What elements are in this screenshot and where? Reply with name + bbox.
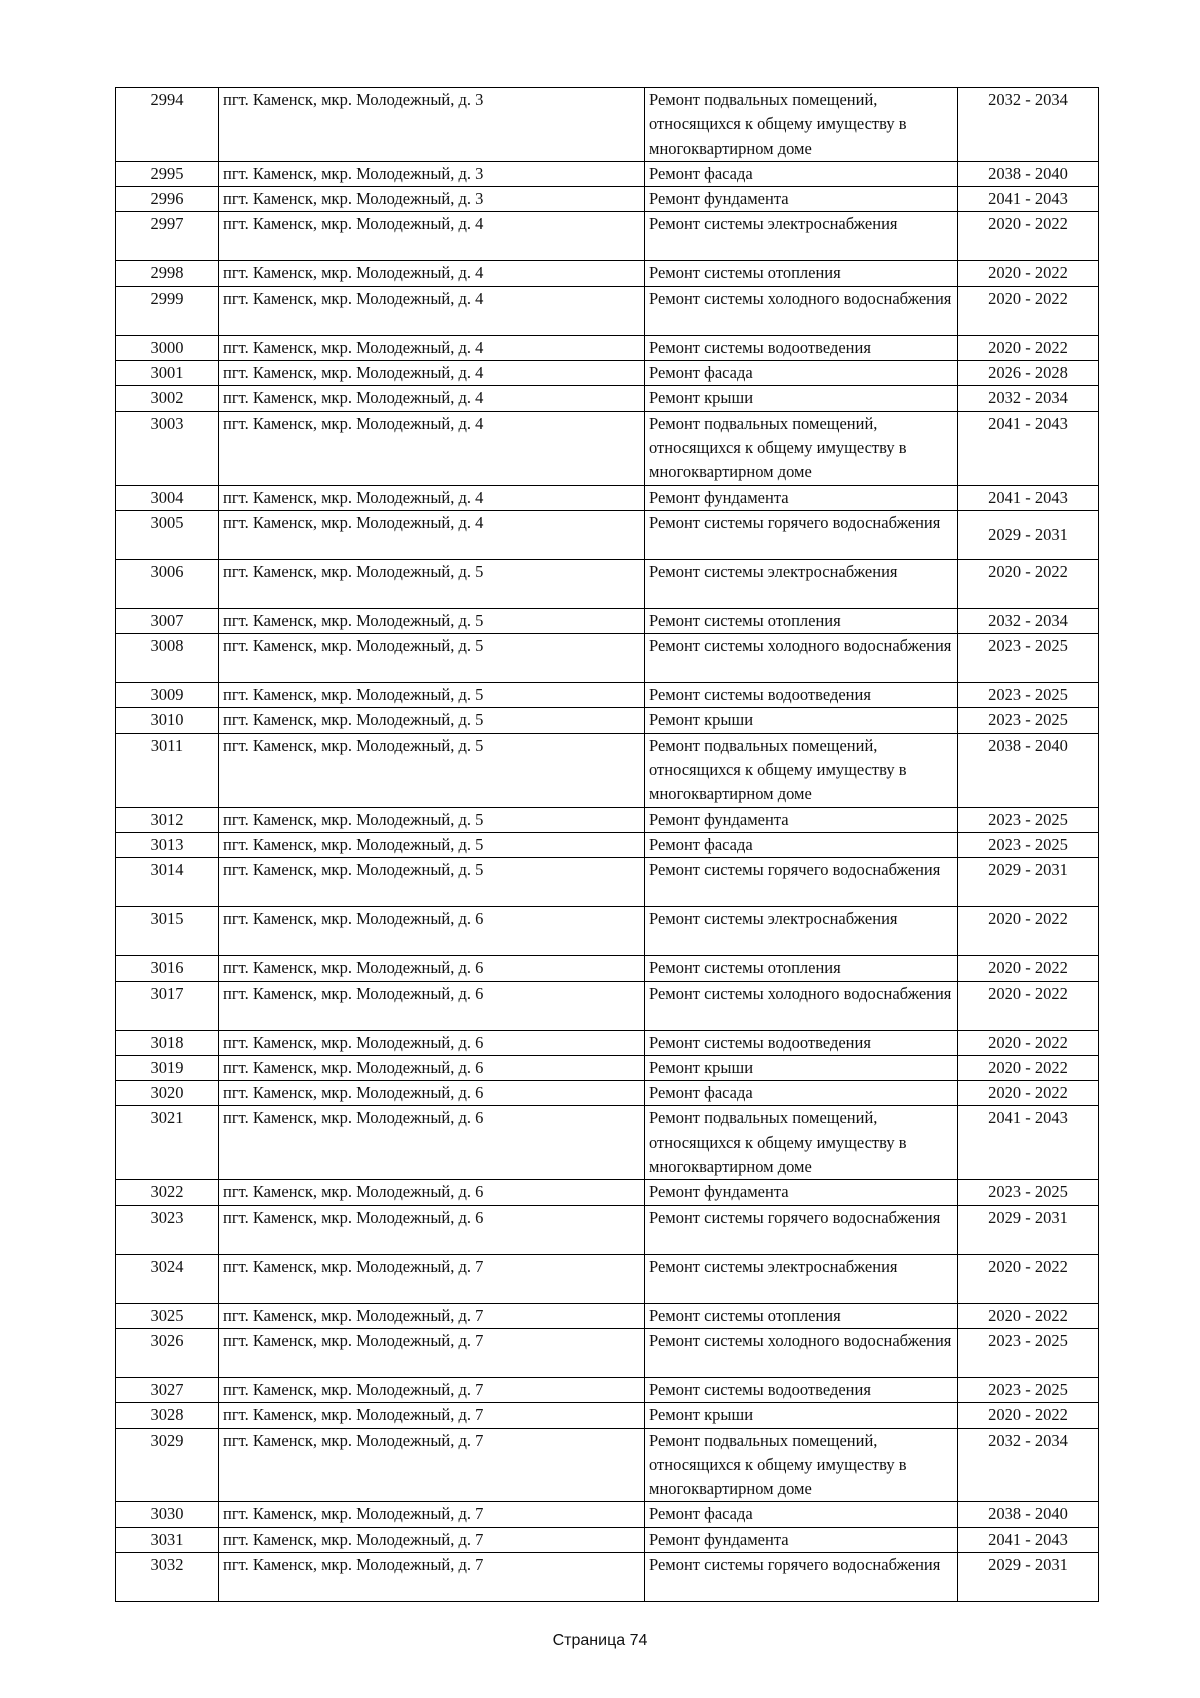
period-cell: 2026 - 2028 xyxy=(958,361,1099,386)
period-cell: 2020 - 2022 xyxy=(958,1254,1099,1303)
row-number-cell: 3032 xyxy=(116,1552,219,1601)
address-cell: пгт. Каменск, мкр. Молодежный, д. 5 xyxy=(219,733,645,807)
table-row xyxy=(116,1180,1099,1205)
work-type-cell: Ремонт системы отопления xyxy=(645,608,958,633)
table-row xyxy=(116,1081,1099,1106)
work-type-cell: Ремонт системы водоотведения xyxy=(645,335,958,360)
address-cell: пгт. Каменск, мкр. Молодежный, д. 4 xyxy=(219,212,645,261)
row-number-cell: 3030 xyxy=(116,1502,219,1527)
row-number-cell: 3024 xyxy=(116,1254,219,1303)
period-cell: 2023 - 2025 xyxy=(958,708,1099,733)
address-cell: пгт. Каменск, мкр. Молодежный, д. 6 xyxy=(219,981,645,1030)
row-number-cell: 2996 xyxy=(116,187,219,212)
table-row xyxy=(116,708,1099,733)
work-type-cell: Ремонт системы горячего водоснабжения xyxy=(645,1552,958,1601)
table-row xyxy=(116,335,1099,360)
period-cell: 2020 - 2022 xyxy=(958,286,1099,335)
table-row xyxy=(116,1205,1099,1254)
table-row xyxy=(116,386,1099,411)
period-cell: 2041 - 2043 xyxy=(958,411,1099,485)
period-cell: 2041 - 2043 xyxy=(958,1106,1099,1180)
period-cell: 2041 - 2043 xyxy=(958,187,1099,212)
address-cell: пгт. Каменск, мкр. Молодежный, д. 7 xyxy=(219,1502,645,1527)
work-type-cell: Ремонт системы холодного водоснабжения xyxy=(645,634,958,683)
address-cell: пгт. Каменск, мкр. Молодежный, д. 3 xyxy=(219,88,645,162)
row-number-cell: 3005 xyxy=(116,510,219,559)
row-number-cell: 2998 xyxy=(116,261,219,286)
work-type-cell: Ремонт системы водоотведения xyxy=(645,1030,958,1055)
address-cell: пгт. Каменск, мкр. Молодежный, д. 4 xyxy=(219,510,645,559)
table-row xyxy=(116,559,1099,608)
address-cell: пгт. Каменск, мкр. Молодежный, д. 6 xyxy=(219,1106,645,1180)
period-cell: 2029 - 2031 xyxy=(958,858,1099,907)
period-cell: 2032 - 2034 xyxy=(958,386,1099,411)
row-number-cell: 3013 xyxy=(116,832,219,857)
work-type-cell: Ремонт системы отопления xyxy=(645,1303,958,1328)
row-number-cell: 3029 xyxy=(116,1428,219,1502)
table-row xyxy=(116,161,1099,186)
address-cell: пгт. Каменск, мкр. Молодежный, д. 7 xyxy=(219,1527,645,1552)
row-number-cell: 3002 xyxy=(116,386,219,411)
period-cell: 2023 - 2025 xyxy=(958,683,1099,708)
work-type-cell: Ремонт системы отопления xyxy=(645,261,958,286)
period-cell: 2023 - 2025 xyxy=(958,634,1099,683)
table-row xyxy=(116,510,1099,559)
address-cell: пгт. Каменск, мкр. Молодежный, д. 5 xyxy=(219,807,645,832)
row-number-cell: 3025 xyxy=(116,1303,219,1328)
table-row xyxy=(116,1055,1099,1080)
row-number-cell: 3027 xyxy=(116,1377,219,1402)
work-type-cell: Ремонт подвальных помещений, относящихся к общему имуществу в многоквартирном доме xyxy=(645,1106,958,1180)
address-cell: пгт. Каменск, мкр. Молодежный, д. 6 xyxy=(219,1081,645,1106)
row-number-cell: 2994 xyxy=(116,88,219,162)
row-number-cell: 3023 xyxy=(116,1205,219,1254)
row-number-cell: 3026 xyxy=(116,1328,219,1377)
address-cell: пгт. Каменск, мкр. Молодежный, д. 3 xyxy=(219,161,645,186)
address-cell: пгт. Каменск, мкр. Молодежный, д. 4 xyxy=(219,386,645,411)
period-cell: 2023 - 2025 xyxy=(958,832,1099,857)
row-number-cell: 3004 xyxy=(116,485,219,510)
period-cell: 2023 - 2025 xyxy=(958,1180,1099,1205)
address-cell: пгт. Каменск, мкр. Молодежный, д. 4 xyxy=(219,361,645,386)
work-type-cell: Ремонт подвальных помещений, относящихся к общему имуществу в многоквартирном доме xyxy=(645,88,958,162)
work-type-cell: Ремонт фасада xyxy=(645,361,958,386)
work-type-cell: Ремонт крыши xyxy=(645,708,958,733)
table-row xyxy=(116,1403,1099,1428)
work-type-cell: Ремонт системы электроснабжения xyxy=(645,559,958,608)
period-cell: 2020 - 2022 xyxy=(958,1403,1099,1428)
table-row xyxy=(116,1303,1099,1328)
row-number-cell: 2999 xyxy=(116,286,219,335)
address-cell: пгт. Каменск, мкр. Молодежный, д. 5 xyxy=(219,608,645,633)
row-number-cell: 3012 xyxy=(116,807,219,832)
table-row xyxy=(116,88,1099,162)
period-cell: 2020 - 2022 xyxy=(958,907,1099,956)
period-cell: 2020 - 2022 xyxy=(958,981,1099,1030)
period-cell: 2023 - 2025 xyxy=(958,807,1099,832)
period-cell: 2029 - 2031 xyxy=(958,1552,1099,1601)
table-row xyxy=(116,608,1099,633)
work-type-cell: Ремонт системы водоотведения xyxy=(645,1377,958,1402)
table-row xyxy=(116,981,1099,1030)
work-type-cell: Ремонт фундамента xyxy=(645,807,958,832)
table-body xyxy=(116,88,1099,1602)
address-cell: пгт. Каменск, мкр. Молодежный, д. 5 xyxy=(219,858,645,907)
work-type-cell: Ремонт фасада xyxy=(645,1081,958,1106)
address-cell: пгт. Каменск, мкр. Молодежный, д. 5 xyxy=(219,559,645,608)
address-cell: пгт. Каменск, мкр. Молодежный, д. 7 xyxy=(219,1254,645,1303)
address-cell: пгт. Каменск, мкр. Молодежный, д. 4 xyxy=(219,286,645,335)
row-number-cell: 3003 xyxy=(116,411,219,485)
row-number-cell: 3009 xyxy=(116,683,219,708)
work-type-cell: Ремонт фундамента xyxy=(645,187,958,212)
row-number-cell: 3011 xyxy=(116,733,219,807)
table-row xyxy=(116,485,1099,510)
table-row xyxy=(116,1552,1099,1601)
row-number-cell: 3001 xyxy=(116,361,219,386)
period-cell: 2020 - 2022 xyxy=(958,559,1099,608)
address-cell: пгт. Каменск, мкр. Молодежный, д. 4 xyxy=(219,411,645,485)
work-type-cell: Ремонт системы электроснабжения xyxy=(645,907,958,956)
address-cell: пгт. Каменск, мкр. Молодежный, д. 7 xyxy=(219,1428,645,1502)
row-number-cell: 3016 xyxy=(116,956,219,981)
work-type-cell: Ремонт фасада xyxy=(645,1502,958,1527)
period-cell: 2041 - 2043 xyxy=(958,485,1099,510)
work-type-cell: Ремонт подвальных помещений, относящихся к общему имуществу в многоквартирном доме xyxy=(645,411,958,485)
address-cell: пгт. Каменск, мкр. Молодежный, д. 4 xyxy=(219,335,645,360)
address-cell: пгт. Каменск, мкр. Молодежный, д. 5 xyxy=(219,683,645,708)
work-type-cell: Ремонт крыши xyxy=(645,1055,958,1080)
address-cell: пгт. Каменск, мкр. Молодежный, д. 7 xyxy=(219,1303,645,1328)
address-cell: пгт. Каменск, мкр. Молодежный, д. 7 xyxy=(219,1552,645,1601)
row-number-cell: 3022 xyxy=(116,1180,219,1205)
period-cell: 2032 - 2034 xyxy=(958,88,1099,162)
table-row xyxy=(116,858,1099,907)
address-cell: пгт. Каменск, мкр. Молодежный, д. 7 xyxy=(219,1403,645,1428)
period-cell: 2023 - 2025 xyxy=(958,1377,1099,1402)
table-row xyxy=(116,1254,1099,1303)
work-type-cell: Ремонт системы отопления xyxy=(645,956,958,981)
period-cell: 2020 - 2022 xyxy=(958,1030,1099,1055)
period-cell: 2038 - 2040 xyxy=(958,733,1099,807)
period-cell: 2020 - 2022 xyxy=(958,335,1099,360)
address-cell: пгт. Каменск, мкр. Молодежный, д. 6 xyxy=(219,1205,645,1254)
work-type-cell: Ремонт системы горячего водоснабжения xyxy=(645,1205,958,1254)
address-cell: пгт. Каменск, мкр. Молодежный, д. 6 xyxy=(219,1030,645,1055)
address-cell: пгт. Каменск, мкр. Молодежный, д. 4 xyxy=(219,485,645,510)
table-row xyxy=(116,733,1099,807)
row-number-cell: 3014 xyxy=(116,858,219,907)
work-type-cell: Ремонт системы холодного водоснабжения xyxy=(645,1328,958,1377)
table-row xyxy=(116,807,1099,832)
period-cell: 2032 - 2034 xyxy=(958,608,1099,633)
work-type-cell: Ремонт фундамента xyxy=(645,1180,958,1205)
table-row xyxy=(116,832,1099,857)
row-number-cell: 3000 xyxy=(116,335,219,360)
address-cell: пгт. Каменск, мкр. Молодежный, д. 3 xyxy=(219,187,645,212)
work-type-cell: Ремонт фасада xyxy=(645,161,958,186)
work-type-cell: Ремонт системы холодного водоснабжения xyxy=(645,981,958,1030)
table-row xyxy=(116,1328,1099,1377)
work-type-cell: Ремонт подвальных помещений, относящихся к общему имуществу в многоквартирном доме xyxy=(645,1428,958,1502)
address-cell: пгт. Каменск, мкр. Молодежный, д. 6 xyxy=(219,956,645,981)
period-cell: 2020 - 2022 xyxy=(958,956,1099,981)
work-type-cell: Ремонт системы электроснабжения xyxy=(645,212,958,261)
work-type-cell: Ремонт системы электроснабжения xyxy=(645,1254,958,1303)
period-cell: 2038 - 2040 xyxy=(958,161,1099,186)
period-cell: 2041 - 2043 xyxy=(958,1527,1099,1552)
table-row xyxy=(116,286,1099,335)
work-type-cell: Ремонт крыши xyxy=(645,386,958,411)
row-number-cell: 3007 xyxy=(116,608,219,633)
period-cell: 2020 - 2022 xyxy=(958,1303,1099,1328)
table-row xyxy=(116,187,1099,212)
row-number-cell: 3020 xyxy=(116,1081,219,1106)
row-number-cell: 3010 xyxy=(116,708,219,733)
repair-schedule-table xyxy=(115,87,1099,1602)
table-row xyxy=(116,212,1099,261)
row-number-cell: 3008 xyxy=(116,634,219,683)
work-type-cell: Ремонт фундамента xyxy=(645,485,958,510)
period-cell: 2020 - 2022 xyxy=(958,212,1099,261)
period-cell: 2032 - 2034 xyxy=(958,1428,1099,1502)
address-cell: пгт. Каменск, мкр. Молодежный, д. 6 xyxy=(219,907,645,956)
work-type-cell: Ремонт системы горячего водоснабжения xyxy=(645,510,958,559)
table-row xyxy=(116,1502,1099,1527)
address-cell: пгт. Каменск, мкр. Молодежный, д. 6 xyxy=(219,1055,645,1080)
address-cell: пгт. Каменск, мкр. Молодежный, д. 5 xyxy=(219,832,645,857)
row-number-cell: 2995 xyxy=(116,161,219,186)
address-cell: пгт. Каменск, мкр. Молодежный, д. 7 xyxy=(219,1377,645,1402)
work-type-cell: Ремонт фасада xyxy=(645,832,958,857)
work-type-cell: Ремонт системы горячего водоснабжения xyxy=(645,858,958,907)
table-row xyxy=(116,907,1099,956)
period-cell: 2038 - 2040 xyxy=(958,1502,1099,1527)
table-row xyxy=(116,1106,1099,1180)
address-cell: пгт. Каменск, мкр. Молодежный, д. 4 xyxy=(219,261,645,286)
period-cell: 2020 - 2022 xyxy=(958,261,1099,286)
work-type-cell: Ремонт фундамента xyxy=(645,1527,958,1552)
table-row xyxy=(116,1527,1099,1552)
row-number-cell: 3006 xyxy=(116,559,219,608)
table-row xyxy=(116,411,1099,485)
address-cell: пгт. Каменск, мкр. Молодежный, д. 5 xyxy=(219,708,645,733)
work-type-cell: Ремонт крыши xyxy=(645,1403,958,1428)
row-number-cell: 3019 xyxy=(116,1055,219,1080)
row-number-cell: 3018 xyxy=(116,1030,219,1055)
table-row xyxy=(116,1428,1099,1502)
table-row xyxy=(116,683,1099,708)
row-number-cell: 3015 xyxy=(116,907,219,956)
row-number-cell: 3021 xyxy=(116,1106,219,1180)
table-row xyxy=(116,1377,1099,1402)
row-number-cell: 3017 xyxy=(116,981,219,1030)
period-cell: 2029 - 2031 xyxy=(958,510,1099,559)
row-number-cell: 3031 xyxy=(116,1527,219,1552)
period-cell: 2020 - 2022 xyxy=(958,1055,1099,1080)
table-row xyxy=(116,634,1099,683)
table-row xyxy=(116,956,1099,981)
address-cell: пгт. Каменск, мкр. Молодежный, д. 5 xyxy=(219,634,645,683)
row-number-cell: 2997 xyxy=(116,212,219,261)
row-number-cell: 3028 xyxy=(116,1403,219,1428)
work-type-cell: Ремонт подвальных помещений, относящихся к общему имуществу в многоквартирном доме xyxy=(645,733,958,807)
table-row xyxy=(116,361,1099,386)
address-cell: пгт. Каменск, мкр. Молодежный, д. 7 xyxy=(219,1328,645,1377)
period-cell: 2023 - 2025 xyxy=(958,1328,1099,1377)
table-row xyxy=(116,261,1099,286)
work-type-cell: Ремонт системы водоотведения xyxy=(645,683,958,708)
table-row xyxy=(116,1030,1099,1055)
address-cell: пгт. Каменск, мкр. Молодежный, д. 6 xyxy=(219,1180,645,1205)
page-number: Страница 74 xyxy=(552,1632,648,1649)
period-cell: 2029 - 2031 xyxy=(958,1205,1099,1254)
period-cell: 2020 - 2022 xyxy=(958,1081,1099,1106)
work-type-cell: Ремонт системы холодного водоснабжения xyxy=(645,286,958,335)
